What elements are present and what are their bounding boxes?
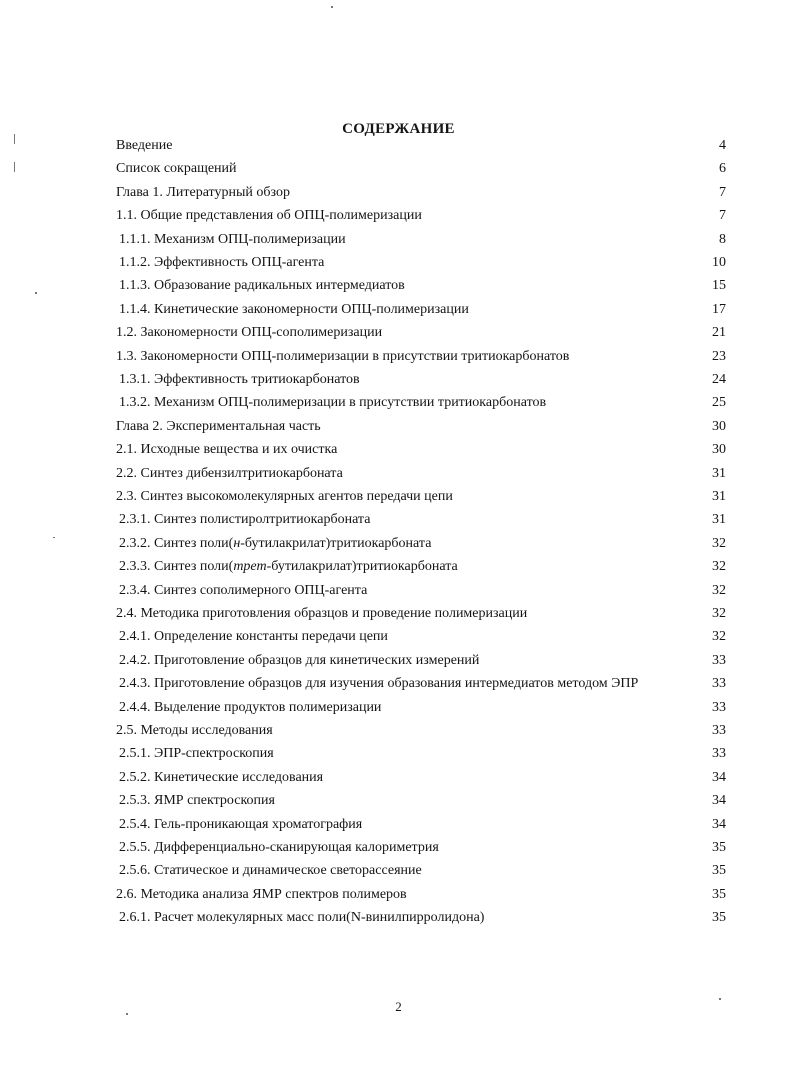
toc-entry-title: 2.5.2. Кинетические исследования (119, 769, 324, 785)
toc-entry-page: 34 (712, 816, 726, 832)
toc-entry-title: 2.4.3. Приготовление образцов для изучения образования интермедиатов методом ЭПР (119, 676, 639, 692)
scan-speck (35, 292, 37, 294)
toc-entry-page: 31 (712, 512, 726, 528)
scan-speck (14, 162, 15, 172)
toc-entry-page: 7 (719, 208, 726, 224)
toc-entry (0, 510, 797, 530)
toc-entry-page: 35 (712, 863, 726, 879)
toc-entry (0, 581, 797, 601)
toc-entry (0, 464, 797, 484)
toc-entry (0, 908, 797, 928)
toc-entry-title: Глава 2. Экспериментальная часть (116, 418, 321, 434)
toc-entry-title: 2.4.2. Приготовление образцов для кинетических измерений (119, 652, 480, 668)
toc-entry (0, 253, 797, 273)
toc-entry-page: 33 (712, 746, 726, 762)
toc-entry-page: 7 (719, 184, 726, 200)
toc-entry-page: 6 (719, 161, 726, 177)
toc-entry-page: 8 (719, 231, 726, 247)
toc-entry (0, 815, 797, 835)
toc-entry-page: 10 (712, 255, 726, 270)
toc-entry-page: 35 (712, 840, 726, 855)
toc-entry (0, 744, 797, 764)
scan-speck (126, 1013, 128, 1015)
toc-entry-page: 33 (712, 676, 726, 692)
toc-entry-title: 2.5.6. Статическое и динамическое светорассеяние (119, 863, 422, 879)
toc-entry-page: 24 (712, 372, 726, 387)
toc-entry (0, 276, 797, 296)
toc-entry-page: 35 (712, 886, 726, 902)
toc-entry-title: Список сокращений (116, 161, 237, 177)
toc-entry (0, 885, 797, 905)
toc-entry-title: Глава 1. Литературный обзор (116, 184, 290, 200)
toc-entry-title: 2.6. Методика анализа ЯМР спектров полимеров (116, 886, 407, 902)
toc-entry-page: 32 (712, 606, 726, 621)
toc-entry-page: 34 (712, 769, 726, 785)
toc-entry (0, 183, 797, 203)
toc-entry (0, 347, 797, 367)
toc-entry-page: 33 (712, 699, 726, 715)
toc-entry-page: 33 (712, 723, 726, 738)
toc-entry-page: 34 (712, 793, 726, 809)
toc-entry-page: 15 (712, 278, 726, 294)
toc-entry-title: 2.1. Исходные вещества и их очистка (116, 442, 338, 458)
toc-entry (0, 206, 797, 226)
toc-entry (0, 136, 797, 156)
toc-entry-title: 2.3.4. Синтез сополимерного ОПЦ-агента (119, 582, 368, 598)
toc-entry-page: 32 (712, 535, 726, 551)
scan-speck (719, 998, 721, 1000)
toc-entry-page: 30 (712, 418, 726, 434)
page-title: СОДЕРЖАНИЕ (342, 121, 455, 137)
toc-entry (0, 534, 797, 554)
toc-entry-title: 2.4.1. Определение константы передачи цепи (119, 629, 388, 645)
toc-entry-title: 1.1.4. Кинетические закономерности ОПЦ-полимеризации (119, 301, 469, 317)
toc-entry-title: 2.6.1. Расчет молекулярных масс поли(N-винилпирролидона) (119, 910, 485, 926)
toc-entry-title: 1.3. Закономерности ОПЦ-полимеризации в присутствии тритиокарбонатов (116, 348, 570, 364)
toc-entry-page: 33 (712, 652, 726, 668)
toc-entry-page: 31 (712, 489, 726, 504)
toc-entry-page: 4 (719, 138, 726, 153)
toc-entry-title: 2.4.4. Выделение продуктов полимеризации (119, 699, 382, 715)
toc-entry (0, 300, 797, 320)
toc-entry-page: 21 (712, 325, 726, 341)
scan-speck (14, 134, 15, 144)
page-number: 2 (395, 999, 402, 1014)
toc-entry-title: Введение (116, 138, 173, 153)
toc-entry-page: 31 (712, 465, 726, 481)
toc-entry (0, 393, 797, 413)
toc-entry (0, 323, 797, 343)
toc-entry (0, 370, 797, 390)
toc-entry-title: 2.3.3. Синтез поли(трет-бутилакрилат)тритиокарбоната (119, 559, 458, 575)
toc-entry-title: 1.1.2. Эффективность ОПЦ-агента (119, 255, 325, 270)
toc-entry (0, 861, 797, 881)
toc-entry-title: 2.5.5. Дифференциально-сканирующая калориметрия (119, 840, 439, 855)
toc-entry-page: 32 (712, 629, 726, 645)
toc-entry-page: 32 (712, 582, 726, 598)
toc-entry (0, 557, 797, 577)
toc-entry-title: 2.3.1. Синтез полистиролтритиокарбоната (119, 512, 371, 528)
toc-entry-title: 2.3. Синтез высокомолекулярных агентов передачи цепи (116, 489, 453, 504)
toc-entry-title: 1.1.3. Образование радикальных интермедиатов (119, 278, 405, 294)
toc-entry (0, 651, 797, 671)
toc-entry-page: 30 (712, 442, 726, 458)
toc-entry (0, 230, 797, 250)
toc-entry (0, 768, 797, 788)
toc-entry (0, 159, 797, 179)
toc-entry (0, 627, 797, 647)
toc-entry (0, 838, 797, 858)
toc-entry-title: 2.5.1. ЭПР-спектроскопия (119, 746, 274, 762)
toc-entry-page: 35 (712, 910, 726, 926)
toc-entry (0, 721, 797, 741)
toc-entry-title: 2.5.4. Гель-проникающая хроматография (119, 816, 363, 832)
toc-entry (0, 674, 797, 694)
toc-entry-title: 2.2. Синтез дибензилтритиокарбоната (116, 465, 343, 481)
toc-entry-title: 1.1.1. Механизм ОПЦ-полимеризации (119, 231, 346, 247)
toc-entry (0, 417, 797, 437)
toc-entry-title: 1.1. Общие представления об ОПЦ-полимеризации (116, 208, 422, 224)
toc-entry-title: 2.4. Методика приготовления образцов и проведение полимеризации (116, 606, 528, 621)
toc-entry-title: 1.3.2. Механизм ОПЦ-полимеризации в присутствии тритиокарбонатов (119, 395, 547, 411)
toc-entry (0, 698, 797, 718)
toc-entry-title: 1.2. Закономерности ОПЦ-сополимеризации (116, 325, 383, 341)
toc-entry-title: 1.3.1. Эффективность тритиокарбонатов (119, 372, 360, 387)
toc-entry-page: 25 (712, 395, 726, 411)
scan-speck (331, 6, 333, 8)
toc-entry (0, 791, 797, 811)
toc-entry (0, 487, 797, 507)
scan-speck (53, 537, 55, 538)
toc-entry-title: 2.5.3. ЯМР спектроскопия (119, 793, 275, 809)
toc-entry-page: 23 (712, 348, 726, 364)
toc-entry-title: 2.3.2. Синтез поли(н-бутилакрилат)тритиокарбоната (119, 535, 432, 551)
toc-entry (0, 604, 797, 624)
toc-entry-page: 32 (712, 559, 726, 575)
toc-entry (0, 440, 797, 460)
toc-entry-page: 17 (712, 301, 726, 317)
toc-entry-title: 2.5. Методы исследования (116, 723, 273, 738)
